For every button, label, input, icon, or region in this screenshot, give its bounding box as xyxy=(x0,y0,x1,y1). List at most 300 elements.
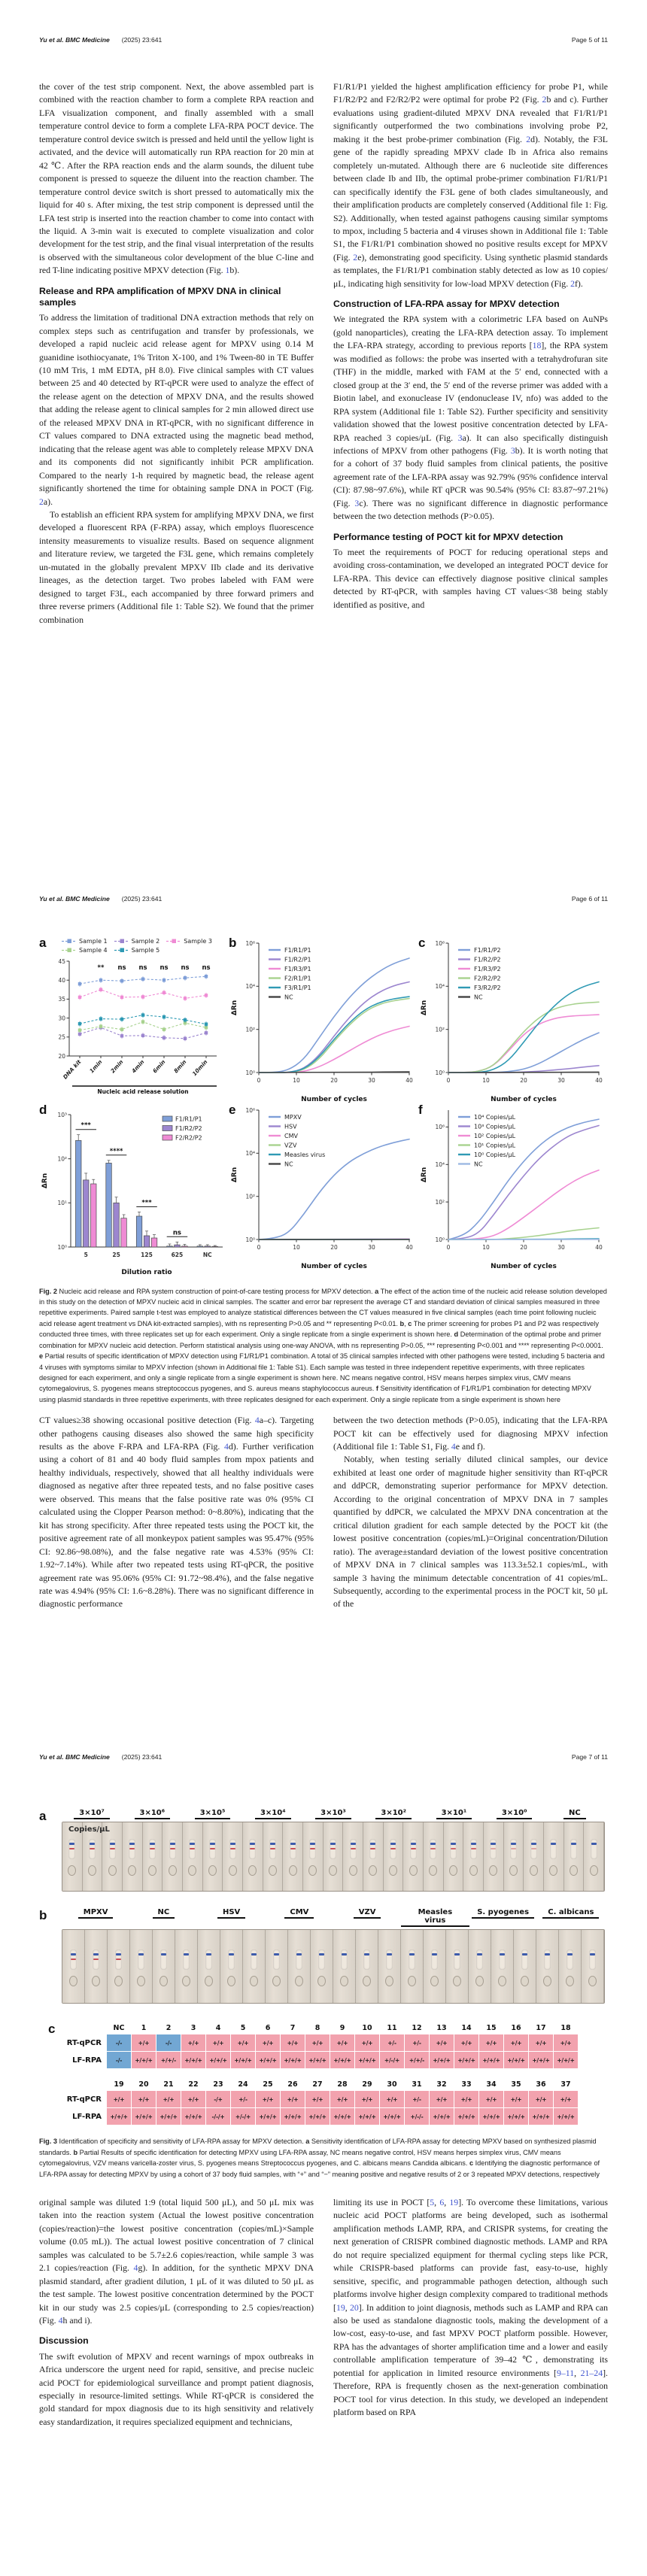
result-cell: +/+/+ xyxy=(181,2052,205,2068)
sample-well xyxy=(543,1976,551,1986)
cross-reference-link[interactable]: 4 xyxy=(254,1415,260,1426)
strip-window xyxy=(249,1839,256,1859)
svg-text:F1/R2/P2: F1/R2/P2 xyxy=(175,1124,202,1132)
svg-text:Measles virus: Measles virus xyxy=(284,1151,326,1158)
result-cell: +/+/+ xyxy=(454,2052,478,2068)
t-line xyxy=(150,1848,155,1849)
svg-text:ΔRn: ΔRn xyxy=(41,1173,49,1188)
test-strip xyxy=(544,1822,564,1891)
svg-text:40: 40 xyxy=(595,1243,603,1251)
sample-well xyxy=(349,1865,357,1876)
legend-item: Sample 2 xyxy=(114,938,160,945)
method-row-label: LF-RPA xyxy=(72,2112,102,2121)
body-paragraph: the cover of the test strip component. Next, the above assembled part is combined with the reaction chamber to form a complete RPA reaction and LFA visualization component, and finally assembled with a small temperature control device to form a complete LFA-RPA POCT device. The temperature control device switch is pressed and held until the yellow light is activated, and the device will automatically run RPA reaction for 20 min at 42 ℃. After the RPA reaction ends and the alarm sounds, the diluent tube component is pressed to squeeze the diluent into the reaction chamber. The temperature control device switch is short pressed to automatically mix the liquid for 40 s. After mixing, the test strip component is depressed until the LFA test strip is inserted into the reaction chamber to come into contact with the liquid. A 3-min wait is executed to complete visualization and color development for the test strip, and the final visual interpretation of the results is observed with the simultaneous color development of the blue C-line and red T-line indicating positive MPXV detection (Fig. 1b). xyxy=(39,81,314,276)
result-cell: +/+/+ xyxy=(231,2052,255,2068)
figure3-panel-c xyxy=(39,2022,608,2125)
test-strip xyxy=(263,1822,284,1891)
sample-well xyxy=(159,1976,168,1986)
cross-reference-link[interactable]: 1 xyxy=(225,265,230,276)
svg-text:F2/R1/P1: F2/R1/P1 xyxy=(284,974,311,982)
svg-text:20: 20 xyxy=(520,1076,527,1084)
figure-3 xyxy=(39,1809,608,2180)
t-line xyxy=(69,1848,74,1849)
sample-column-header: 22 xyxy=(188,2080,199,2089)
result-cell: +/+/+ xyxy=(330,2052,354,2068)
cross-reference-link[interactable]: 4 xyxy=(223,1441,229,1452)
t-line xyxy=(471,1848,476,1849)
svg-text:VZV: VZV xyxy=(284,1141,297,1148)
result-cell: +/+/+ xyxy=(554,2108,578,2125)
c-line xyxy=(545,1953,550,1955)
cross-reference-link[interactable]: 2 xyxy=(570,278,575,289)
strip-window xyxy=(369,1839,376,1859)
c-line xyxy=(274,1953,279,1955)
c-line xyxy=(310,1843,315,1844)
sample-well xyxy=(92,1976,100,1986)
svg-text:10: 10 xyxy=(293,1243,300,1251)
svg-text:10: 10 xyxy=(482,1076,490,1084)
cross-reference-link[interactable]: 9–11 xyxy=(556,2367,575,2378)
result-cell: +/+ xyxy=(305,2091,330,2107)
svg-text:10min: 10min xyxy=(190,1057,209,1077)
cross-reference-link[interactable]: 3 xyxy=(457,432,463,443)
svg-text:20: 20 xyxy=(520,1243,527,1251)
test-strip xyxy=(303,1822,324,1891)
result-cell: +/+ xyxy=(454,2091,478,2107)
svg-text:10²: 10² xyxy=(245,1193,255,1200)
sample-column-header: 18 xyxy=(560,2024,571,2033)
test-strip xyxy=(401,1930,424,2003)
result-cell: +/+/+ xyxy=(330,2108,354,2125)
strip-window xyxy=(386,1949,393,1970)
sample-column-header: 25 xyxy=(263,2080,273,2089)
journal-citation: Yu et al. BMC Medicine xyxy=(39,1753,110,1761)
result-cell: +/+ xyxy=(330,2034,354,2051)
cross-reference-link[interactable]: 5 xyxy=(430,2196,435,2207)
sample-column-header: 13 xyxy=(436,2024,447,2033)
strip-window xyxy=(570,1839,577,1859)
result-cell: +/+ xyxy=(132,2091,156,2107)
sample-well xyxy=(340,1976,348,1986)
legend-item: Sample 4 xyxy=(62,947,108,954)
svg-text:40: 40 xyxy=(58,976,65,984)
sample-well xyxy=(295,1976,303,1986)
svg-text:***: *** xyxy=(141,1199,152,1207)
t-line xyxy=(491,1848,496,1849)
sample-column-header: 2 xyxy=(166,2024,172,2033)
svg-text:F1/R3/P2: F1/R3/P2 xyxy=(474,965,501,972)
svg-text:DNA kit: DNA kit xyxy=(61,1057,83,1081)
svg-text:10⁰: 10⁰ xyxy=(435,1236,445,1243)
test-strip xyxy=(363,1822,384,1891)
strip-window xyxy=(454,1949,460,1970)
cross-reference-link[interactable]: 4 xyxy=(58,2315,63,2326)
strip-group-label: C. albicans xyxy=(537,1908,605,1927)
body-paragraph: original sample was diluted 1:9 (total liquid 500 μL), and 50 μL mix was taken into the reaction system (Actual the lowest positive concentration (copies/reaction)=the lowest positive concentration (copies/mL)×Sample volume (0.05 mL)). The actual lowest positive concentration of 7 clinical samples was calculated to be 5.7±2.6 copies/reaction, while sample 3 was 2.1 copies/reaction (Fig. 4g). In addition, for the synthetic MPXV DNA plasmid standard, after gradient dilution, 1 μL of it was diluted to 50 μL as the test sample. The lowest positive concentration determined by the POCT kit in our study was 2.5 copies/μL (corresponding to 2.5 copies/reaction) (Fig. 4h and i). xyxy=(39,2196,314,2326)
test-strip xyxy=(311,1930,333,2003)
svg-text:20: 20 xyxy=(58,1052,65,1060)
svg-text:ns: ns xyxy=(202,963,211,972)
cross-reference-link[interactable]: 4 xyxy=(133,2262,138,2274)
results-table xyxy=(62,2022,579,2069)
strip-window xyxy=(309,1839,316,1859)
result-cell: +/+/+ xyxy=(305,2108,330,2125)
cross-reference-link[interactable]: 19 xyxy=(449,2196,459,2207)
legend-item: Sample 1 xyxy=(62,938,108,945)
sample-column-header: 29 xyxy=(362,2080,372,2089)
strip-window xyxy=(450,1839,457,1859)
sample-column-header: 37 xyxy=(560,2080,571,2089)
journal-citation: Yu et al. BMC Medicine xyxy=(39,36,110,44)
sample-well xyxy=(289,1865,297,1876)
result-cell: -/- xyxy=(107,2052,131,2068)
cross-reference-link[interactable]: 21–24 xyxy=(580,2367,603,2378)
svg-text:10: 10 xyxy=(293,1076,300,1084)
lfa-strip-photo xyxy=(62,1822,605,1892)
c-line xyxy=(590,1953,595,1955)
svg-text:10: 10 xyxy=(482,1243,490,1251)
svg-text:0: 0 xyxy=(446,1076,451,1084)
section-heading: Discussion xyxy=(39,2335,89,2347)
t-line xyxy=(230,1848,235,1849)
svg-text:8min: 8min xyxy=(172,1057,188,1075)
c-line xyxy=(129,1843,135,1844)
panel-a-strips xyxy=(62,1809,605,1892)
sample-column-header: 36 xyxy=(536,2080,546,2089)
t-line xyxy=(351,1848,356,1849)
svg-text:625: 625 xyxy=(171,1251,184,1258)
c-line xyxy=(290,1843,296,1844)
body-paragraph: between the two detection methods (P>0.05), indicating that the LFA-RPA POCT kit can be effectively used for diagnosing MPXV infection (Additional file 1: Table S1, Fig. 4e and f). xyxy=(333,1415,608,1452)
c-line xyxy=(184,1953,189,1955)
c-line xyxy=(491,1843,496,1844)
test-strip xyxy=(183,1822,203,1891)
sample-well xyxy=(114,1976,123,1986)
t-line xyxy=(210,1848,215,1849)
sample-column-header: NC xyxy=(113,2024,125,2033)
svg-text:NC: NC xyxy=(474,1160,483,1167)
cross-reference-link[interactable]: 4 xyxy=(451,1441,456,1452)
result-cell: +/+/+ xyxy=(504,2108,528,2125)
strip-window xyxy=(93,1949,99,1970)
svg-text:125: 125 xyxy=(141,1251,153,1258)
panel-letter: c xyxy=(48,2022,56,2037)
result-cell: +/+ xyxy=(554,2034,578,2051)
result-cell: +/+ xyxy=(181,2091,205,2107)
sample-column-header: 6 xyxy=(265,2024,271,2033)
sample-well xyxy=(389,1865,397,1876)
sample-column-header: 28 xyxy=(337,2080,348,2089)
cross-reference-link[interactable]: 2 xyxy=(353,251,358,262)
result-cell: +/-/+ xyxy=(231,2108,255,2125)
c-line xyxy=(390,1843,396,1844)
panel-c-table xyxy=(62,2022,605,2125)
cross-reference-link[interactable]: 19 xyxy=(336,2301,345,2313)
strip-window xyxy=(490,1839,497,1859)
result-cell: +/+ xyxy=(256,2091,280,2107)
figure2-panel-b xyxy=(229,937,418,1104)
strip-window xyxy=(567,1949,573,1970)
cross-reference-link[interactable]: 2 xyxy=(39,496,44,507)
c-line xyxy=(351,1843,356,1844)
t-line xyxy=(190,1848,195,1849)
test-strip xyxy=(243,1930,266,2003)
c-line xyxy=(110,1843,115,1844)
sample-column-header: 16 xyxy=(511,2024,521,2033)
sample-well xyxy=(68,1865,76,1876)
test-strip xyxy=(559,1930,582,2003)
sample-well xyxy=(69,1976,77,1986)
result-cell: +/+/+ xyxy=(554,2052,578,2068)
result-cell: +/+ xyxy=(181,2034,205,2051)
svg-text:10⁶: 10⁶ xyxy=(435,1123,445,1130)
svg-text:F1/R3/P1: F1/R3/P1 xyxy=(284,965,311,972)
svg-text:20: 20 xyxy=(330,1243,338,1251)
result-cell: +/+/+ xyxy=(156,2108,181,2125)
sample-column-header: 33 xyxy=(461,2080,472,2089)
sample-column-header: 24 xyxy=(238,2080,248,2089)
svg-text:30: 30 xyxy=(58,1015,65,1022)
t-line xyxy=(270,1848,275,1849)
panel-e-chart xyxy=(229,1104,418,1275)
strip-window xyxy=(409,1949,415,1970)
section-heading: Release and RPA amplification of MPXV DNA in clinical samples xyxy=(39,285,281,308)
sample-column-header: 30 xyxy=(387,2080,397,2089)
result-cell: +/+ xyxy=(529,2091,553,2107)
article-citation: (2025) 23:641 xyxy=(121,894,163,903)
sample-well xyxy=(549,1865,557,1876)
sample-well xyxy=(429,1865,437,1876)
svg-text:10²: 10² xyxy=(57,1155,67,1163)
t-line xyxy=(116,1959,121,1960)
strip-window xyxy=(189,1839,196,1859)
body-paragraph: limiting its use in POCT [5, 6, 19]. To overcome these limitations, various nucleic acid POCT platforms are being developed, such as isothermal amplification methods LAMP, RPA, and CRISPR systems, for creating the next generation of CRISPR combined diagnostic methods. LAMP and RPA do not require specialized equipment for thermal cycling steps like PCR, while CRISPR-based platforms can provide fast, easy-to-use, highly sensitive, specific, and programmable pathogen detection, although such platforms involve higher design complexity compared to traditional methods [19, 20]. In addition to joint diagnosis, methods such as LAMP and RPA can also be used as standalone diagnostic tools, making the development of a low-cost, easy-to-use, and fast MPXV POCT platform possible. However, RPA has the advantages of shorter amplification time and a lower and easily controllable amplification temperature of 39–42 ℃, demonstrating its potential for application in limited resource environments [9–11, 21–24]. Therefore, RPA is frequently chosen as the next-generation combination POCT tool for virus detection. In this study, we developed an independent platform based on RPA xyxy=(333,2196,608,2418)
sample-well xyxy=(227,1976,235,1986)
strip-group-label: 3×10⁶ xyxy=(122,1809,182,1819)
cross-reference-link[interactable]: 2 xyxy=(542,94,547,105)
chart-svg xyxy=(39,957,229,1104)
strip-window xyxy=(183,1949,190,1970)
two-column-body xyxy=(39,80,608,627)
c-line xyxy=(230,1843,235,1844)
svg-text:2min: 2min xyxy=(109,1057,125,1075)
svg-text:MPXV: MPXV xyxy=(284,1113,302,1121)
t-line xyxy=(451,1848,456,1849)
result-cell: +/+ xyxy=(504,2034,528,2051)
cross-reference-link[interactable]: 2 xyxy=(526,133,531,144)
sample-well xyxy=(148,1865,156,1876)
sample-well xyxy=(521,1976,529,1986)
result-cell: +/+ xyxy=(454,2034,478,2051)
chart-svg xyxy=(418,937,608,1104)
panel-letter: e xyxy=(229,1102,236,1117)
svg-text:F1/R1/P1: F1/R1/P1 xyxy=(175,1115,202,1123)
t-line xyxy=(390,1848,396,1849)
test-strip xyxy=(62,1930,85,2003)
panel-letter: c xyxy=(418,935,426,950)
test-strip xyxy=(108,1930,130,2003)
strip-window xyxy=(318,1949,325,1970)
figure2-panel-a xyxy=(39,937,229,1104)
strip-window xyxy=(269,1839,276,1859)
sample-well xyxy=(108,1865,117,1876)
test-strip xyxy=(123,1822,143,1891)
right-column xyxy=(333,1414,608,1611)
sample-column-header: 4 xyxy=(215,2024,221,2033)
sample-well xyxy=(409,1865,418,1876)
result-cell: +/+/+ xyxy=(281,2108,305,2125)
section-heading: Performance testing of POCT kit for MPXV detection xyxy=(333,531,563,542)
svg-text:10²: 10² xyxy=(435,1026,445,1033)
strip-window xyxy=(68,1839,75,1859)
c-line xyxy=(411,1843,416,1844)
left-column xyxy=(39,80,314,627)
strip-window xyxy=(70,1949,77,1970)
svg-text:***: *** xyxy=(80,1121,91,1130)
svg-text:F1/R2/P1: F1/R2/P1 xyxy=(284,955,311,963)
sample-well xyxy=(137,1976,145,1986)
result-cell: +/- xyxy=(405,2091,429,2107)
result-cell: +/+/+ xyxy=(107,2108,131,2125)
sample-well xyxy=(385,1976,393,1986)
result-cell: +/+ xyxy=(529,2034,553,2051)
c-line xyxy=(370,1843,375,1844)
test-strip xyxy=(484,1822,504,1891)
strip-window xyxy=(350,1839,357,1859)
test-strip xyxy=(469,1930,491,2003)
result-cell: +/+/+ xyxy=(256,2108,280,2125)
result-cell: +/-/+ xyxy=(380,2052,404,2068)
legend-item: Sample 5 xyxy=(114,947,160,954)
body-paragraph: To establish an efficient RPA system for amplifying MPXV DNA, we first developed a fluorescent RPA (F-RPA) assay, which employs fluorescence intensity measurements to visualize results. Based on sequence alignment and literature review, we targeted the F3L gene, which remains completely un-mutated in the globally prevalent MPXV IIb clade and its derivative lineages, as the detection target. Two probes labeled with FAM were designed to target F3L, each accompanied by three forward primers and three reverse primers (Additional file 1: Table S2). We found that the primer combination xyxy=(39,509,314,625)
sample-well xyxy=(229,1865,237,1876)
sample-well xyxy=(363,1976,371,1986)
panel-letter: b xyxy=(39,1908,47,1923)
c-line xyxy=(500,1953,505,1955)
chart-svg xyxy=(229,1104,418,1271)
sample-well xyxy=(169,1865,177,1876)
test-strip xyxy=(266,1930,288,2003)
t-line xyxy=(430,1848,436,1849)
cross-reference-link[interactable]: 6 xyxy=(439,2196,445,2207)
cross-reference-link[interactable]: 20 xyxy=(349,2301,359,2313)
c-line xyxy=(432,1953,437,1955)
svg-text:10²: 10² xyxy=(435,1198,445,1206)
sample-column-header: 1 xyxy=(141,2024,147,2033)
result-cell: +/+ xyxy=(231,2034,255,2051)
chart-svg xyxy=(39,1104,229,1279)
svg-text:6min: 6min xyxy=(151,1057,167,1075)
svg-text:10⁴: 10⁴ xyxy=(435,982,445,990)
c-line xyxy=(409,1953,415,1955)
cross-reference-link[interactable]: 3 xyxy=(510,445,515,456)
svg-text:F2/R2/P2: F2/R2/P2 xyxy=(175,1134,202,1142)
sample-well xyxy=(208,1865,217,1876)
strip-group-label: 3×10⁴ xyxy=(243,1809,303,1819)
strip-window xyxy=(129,1839,135,1859)
panel-letter: b xyxy=(229,935,237,950)
sample-column-header: 10 xyxy=(362,2024,372,2033)
sample-column-header: 31 xyxy=(412,2080,422,2089)
c-line xyxy=(364,1953,369,1955)
test-strip xyxy=(378,1930,401,2003)
svg-text:1min: 1min xyxy=(88,1057,104,1075)
strip-group-label: Measles virus xyxy=(401,1908,469,1927)
method-row-label: RT-qPCR xyxy=(66,2095,102,2104)
svg-text:F1/R1/P2: F1/R1/P2 xyxy=(474,946,501,954)
sample-well xyxy=(408,1976,416,1986)
result-cell: +/+/+ xyxy=(181,2108,205,2125)
result-cell: +/+/+ xyxy=(529,2108,553,2125)
strip-group-label: MPXV xyxy=(62,1908,129,1927)
svg-text:Number of cycles: Number of cycles xyxy=(301,1095,367,1103)
strip-window xyxy=(589,1949,596,1970)
t-line xyxy=(370,1848,375,1849)
lfa-strip-photo xyxy=(62,1929,605,2004)
panel-d-chart xyxy=(39,1104,229,1282)
t-line xyxy=(170,1848,175,1849)
strip-window xyxy=(109,1839,116,1859)
sample-well xyxy=(182,1976,190,1986)
c-line xyxy=(551,1843,556,1844)
figure2-panel-c xyxy=(418,937,608,1104)
test-strip xyxy=(143,1822,163,1891)
figure2-caption: Fig. 2 Nucleic acid release and RPA system construction of point-of-care testing process for MPXV detection. a The effect of the action time of the nucleic acid release solution developed in this study on the detection of MPXV nucleic acid in clinical samples. The scatter and error bar represent the average CT and standard deviation of clinical samples measured in three repetitive experiments. Paired sample t-test was employed to analyze statistical differences between the CT values measured in five clinical samples (each time point following nucleic acid release agent treatment vs DNA kit-extracted samples), with ns representing P>0.05 and ** representing P<0.01. b, c The primer screening for probes P1 and P2 was respectively conducted three times, with three replicates set up for each experiment. Only a single replicate from a single experiment is shown here. d Determination of the optimal probe and primer combination for MPXV nucleic acid detection. Perform statistical analysis using one-way ANOVA, with ns representing P>0.05, *** representing P<0.001 and **** representing P<0.0001. e Partial results of specific identification of MPXV detection using F1/R1/P1 combination. A total of 35 clinical samples infected with other pathogens were tested, including 5 bacteria and 4 viruses with symptoms similar to MPXV infection (shown in Additional file 1: Table S1). Each sample was tested in three independent repetitive experiments, with three replicates designed for each experiment, and only a single replicate from a single experiment is shown here. NC means negative control, HSV means herpes simplex virus, CMV means cytomegalovirus, S. pyogenes means streptococcus pyogenes, and S. aureus means staphylococcus aureus. f Sensitivity identification of F1/R1/P1 combination for detecting MPXV using plasmid standards in three repetitive experiments, with three replicates designed for each experiment. Only a single replicate from a single experiment is shown here xyxy=(39,1287,607,1403)
c-line xyxy=(296,1953,302,1955)
svg-text:F1/R2/P2: F1/R2/P2 xyxy=(474,955,501,963)
panel-b-chart xyxy=(229,937,418,1108)
sample-well xyxy=(250,1976,258,1986)
result-cell: +/+ xyxy=(206,2034,230,2051)
cross-reference-link[interactable]: 3 xyxy=(354,497,360,508)
sample-column-header: 7 xyxy=(290,2024,296,2033)
left-column xyxy=(39,1414,314,1611)
sample-well xyxy=(566,1976,574,1986)
test-strip xyxy=(153,1930,175,2003)
svg-text:40: 40 xyxy=(406,1076,413,1084)
result-cell: +/+ xyxy=(132,2034,156,2051)
sample-well xyxy=(128,1865,136,1876)
sample-column-header: 11 xyxy=(387,2024,397,2033)
svg-text:ΔRn: ΔRn xyxy=(421,1000,428,1015)
svg-text:10⁰: 10⁰ xyxy=(245,1069,255,1076)
strip-window xyxy=(209,1839,216,1859)
c-line xyxy=(319,1953,324,1955)
sample-column-header: 12 xyxy=(412,2024,422,2033)
sample-well xyxy=(430,1976,439,1986)
cross-reference-link[interactable]: 18 xyxy=(532,340,542,351)
result-cell: +/-/- xyxy=(405,2108,429,2125)
sample-well xyxy=(88,1865,96,1876)
results-table xyxy=(62,2078,579,2125)
test-strip xyxy=(356,1930,378,2003)
strip-window xyxy=(390,1839,396,1859)
panel-a-chart xyxy=(39,957,229,1108)
sample-well xyxy=(590,1865,598,1876)
c-line xyxy=(170,1843,175,1844)
test-strip xyxy=(514,1930,536,2003)
strip-window xyxy=(169,1839,176,1859)
result-cell: +/+/+ xyxy=(305,2052,330,2068)
svg-text:ns: ns xyxy=(117,963,126,972)
strip-window xyxy=(160,1949,167,1970)
result-cell: +/+/+ xyxy=(132,2108,156,2125)
svg-text:10⁶: 10⁶ xyxy=(435,939,445,947)
result-cell: +/+ xyxy=(256,2034,280,2051)
t-line xyxy=(330,1848,336,1849)
t-line xyxy=(250,1848,255,1849)
strip-window xyxy=(330,1839,336,1859)
